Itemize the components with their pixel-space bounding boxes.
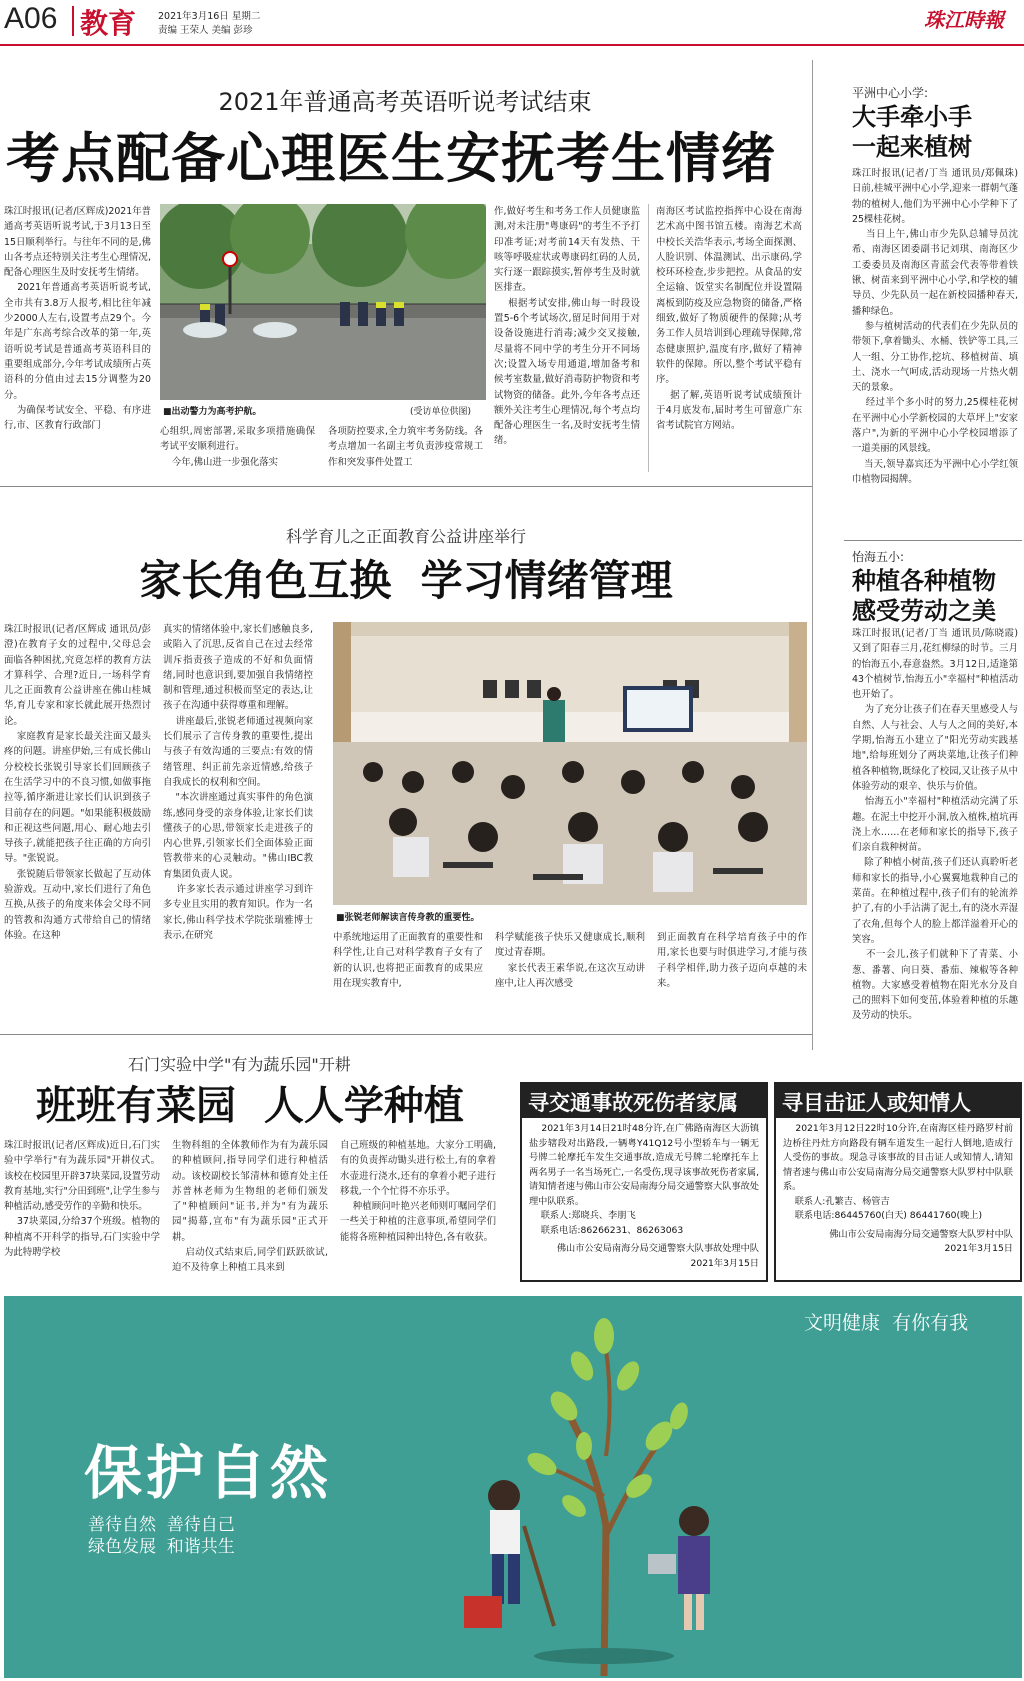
article2-below-photo-2: 科学赋能孩子快乐又健康成长,顺利度过青春期。 家长代表王素华说,在这次互动讲座中,让人再次感受 xyxy=(495,932,645,989)
column-rule xyxy=(648,204,649,472)
notice-traffic-victims xyxy=(520,1082,768,1282)
section-divider xyxy=(72,6,74,36)
article3-kicker: 石门实验中学"有为蔬乐园"开耕 xyxy=(128,1055,351,1074)
article2-below-photo-3: 到正面教育在科学培育孩子中的作用,家长也要与时俱进学习,才能与孩子科学相伴,助力孩子迈向卓越的未来。 xyxy=(657,932,807,989)
article2-photo-caption: ■张锐老师解读言传身教的重要性。 xyxy=(336,913,480,923)
article2-col1: 珠江时报讯(记者/区辉成 通讯员/彭澄)在教育子女的过程中,父母总会面临各种困扰,究竟怎样的教育方法才算科学、合理?近日,一场科学育儿之正面教育公益讲座在佛山桂城华,育儿专家和家长就此展开热烈讨论。 家庭教育是家长最关注面又最头疼的问题。讲座伊始,三有成长佛山分校校长张锐引导家长们回顾孩子在生活学习中的不良习惯,如做事拖拉等,循序渐进让家长们认识到孩子目前存在的问题。"如果能积极鼓励和正视这些问题,用心、耐心地去引导孩子,就能把孩子往正确的方向引导。"张锐说。 张锐随后带领家长做起了互动体验游戏。互动中,家长们进行了角色互换,从孩子的角度来体会父母不同的管教和沟通方式带给自己的情绪体验。在这种 xyxy=(4,624,151,941)
article1-photo xyxy=(160,204,486,400)
sidebar-rule-2 xyxy=(844,540,1022,541)
article1-col1: 珠江时报讯(记者/区辉成)2021年普通高考英语听说考试,于3月13日至15日顺利举行。与往年不同的是,佛山各考点还特别关注考生心理情况,配备心理医生及时安抚考生情绪。 2021年普通高考英语听说考试,全市共有3.8万人报考,相比往年减少2000人左右,设置考点29个。今年是广东高考综合改革的第一年,英语听说考试是普通高考英语科目的重要组成部分,今年考试成绩所占英语科的分值由过去15分调整为20分。 为确保考试安全、平稳、有序进行,市、区教育行政部门 xyxy=(4,206,151,432)
article1-photo-caption: ■出动警力为高考护航。 xyxy=(163,407,262,417)
masthead-rule xyxy=(0,44,1024,46)
article1-col2: 作,做好考生和考务工作人员健康监测,对未注册"粤康码"的考生不予打印准考证;对考前14天有发热、干咳等呼吸症状或粤康码红码的人员,实行逐一跟踪摸实,暂停考生及时就医排查。 根据考试安排,佛山每一时段设置5-6个考试场次,留足时间用于对设备设施进行消毒;减少交叉接触,尽量将不同中学的考生分开不同场次;设置入场专用通道,增加备考和候考室数量,做好消毒防护物资和考试物资的储备。此外,今年各考点还额外关注考生心理情况,每个考点均配备心理医生一名,及时安抚考生情绪。 xyxy=(494,206,640,447)
tree-planting-illustration xyxy=(444,1296,764,1678)
article3-headline: 班班有菜园 人人学种植 xyxy=(36,1082,464,1129)
article1-below-photo-2: 各项防控要求,全力筑牢考务防线。各考点增加一名副主考负责涉疫常规工作和突发事件处置工 xyxy=(328,426,483,468)
article2-below-photo-1: 中系统地运用了正面教育的重要性和科学性,让自己对科学教育子女有了新的认识,也将把正面教育的成果应用在现实教育中, xyxy=(333,932,483,989)
sidebar2-title: 种植各种植物 感受劳动之美 xyxy=(852,566,996,625)
page-number: A06 xyxy=(4,2,58,35)
section-name: 教育 xyxy=(80,7,137,40)
notice-witness xyxy=(774,1082,1022,1282)
editors: 责编 王荣人 美编 彭珍 xyxy=(158,25,253,36)
article1-col3: 南海区考试监控指挥中心设在南海艺术高中图书馆五楼。南海艺术高中校长关浩华表示,考场全面探测、人脸识别、体温测试、出示康码,学校环环检查,步步把控。从食品的安全运输、饭堂实名制配位并设置隔离板到防疫及应急物资的储备,严格细致,做好了物质硬件的保障;从考务工作人员培训到心理疏导保障,常态健康照护,温度有序,做好了精神软件的保障。所以,整个考试平稳有序。 据了解,英语听说考试成绩预计于4月底发布,届时考生可留意广东省考试院官方网站。 xyxy=(656,206,802,432)
article2-headline: 家长角色互换 学习情绪管理 xyxy=(139,556,673,605)
article1-below-photo-1: 心组织,周密部署,采取多项措施确保考试平安顺利进行。 今年,佛山进一步强化落实 xyxy=(160,426,315,468)
article1-headline: 考点配备心理医生安抚考生情绪 xyxy=(6,126,776,190)
article2-col2: 真实的情绪体验中,家长们感触良多,或陷入了沉思,反省自己在过去经常训斥指责孩子造成的不好和负面情绪,同时也意识到,要加强自我情绪控制和管理,通过积极而坚定的表达,让孩子在沟通中获得尊重和理解。 讲座最后,张锐老师通过视频向家长们展示了言传身教的重要性,提出与孩子有效沟通的三要点:有效的情绪管理、纠正前先亲近情感,给孩子自我成长的权利和空间。 "本次讲座通过真实事件的角色演练,感同身受的亲身体验,让家长们读懂孩子的心思,带领家长走进孩子的内心世界,引领家长们全面体验正面管教带来的心灵触动。"佛山IBC教育集团负责人说。 许多家长表示通过讲座学习到许多专业且实用的教育知识。作为一名家长,佛山科学技术学院张瑞雅博士表示,在研究 xyxy=(163,624,313,941)
article3-col3: 自己班级的种植基地。大家分工明确,有的负责挥动锄头进行松土,有的拿着水壶进行浇水,还有的拿着小耙子进行移栽,一个个忙得不亦乐乎。 种植顾问叶艳兴老师则叮嘱同学们一些关于种植的注意事项,希望同学们能将各班种植园种出特色,各有收获。 xyxy=(340,1140,496,1243)
section-rule-2 xyxy=(0,1034,812,1035)
sidebar2-body: 珠江时报讯(记者/丁当 通讯员/陈晓霞)又到了阳春三月,花红柳绿的时节。三月的怡海五小,春意盎然。3月12日,适逢第43个植树节,怡海五小"幸福村"种植活动也开始了。 为了充分让孩子们在春天里感受人与自然、人与社会、人与人之间的美好,本学期,怡海五小建立了"阳光劳动实践基地",给每班划分了两块菜地,让孩子们种植各种植物,既绿化了校园,又让孩子从中体验劳动的艰辛、快乐与价值。 怡海五小"幸福村"种植活动完满了乐趣。在泥土中挖开小洞,放入植株,植坑再浇上水……在老师和家长的指导下,孩子们亲自栽种树苗。 除了种植小树苗,孩子们还认真聆听老师和家长的指导,小心翼翼地栽种自己的菜苗。在种植过程中,孩子们有的轮流养护了,有的小手沾满了泥土,有的浇水弄湿了衣角,但每个人的脸上都洋溢着开心的笑容。 不一会儿,孩子们就种下了青菜、小葱、番薯、向日葵、番茄、辣椒等各种植物。大家感受着植物在阳光水分及自己的照料下如何变茁,体验着种植的乐趣及劳动的快乐。 xyxy=(852,628,1018,1022)
notice-witness-body: 2021年3月12日22时10分许,在南海区桂丹路罗村前边桥往丹灶方向路段有辆车道发生一起行人倒地,造成行人受伤的事故。现急寻该事故的目击证人或知情人,请知情者速与佛山市公安局南海分局交通警察大队罗村中队联系。 联系人:孔繁吉、杨管吉 联系电话:86445760(白天) 86441760(晚上) xyxy=(783,1123,1014,1221)
article2-photo xyxy=(333,622,807,905)
ad-tagline: 文明健康 有你有我 xyxy=(804,1312,969,1334)
sidebar-rule xyxy=(812,60,813,1050)
sidebar2-kicker: 怡海五小: xyxy=(852,550,905,564)
article1-kicker: 2021年普通高考英语听说考试结束 xyxy=(218,88,592,116)
public-service-ad xyxy=(4,1296,1022,1678)
sidebar1-kicker: 平洲中心小学: xyxy=(852,86,929,100)
newspaper-logo: 珠江時報 xyxy=(924,8,1004,32)
notice-traffic-victims-title: 寻交通事故死伤者家属 xyxy=(522,1084,766,1118)
sidebar1-body: 珠江时报讯(记者/丁当 通讯员/郑佩珠)日前,桂城平洲中心小学,迎来一群朝气蓬勃的植树人,他们为平洲中心小学种下了25棵桂花树。 当日上午,佛山市少先队总辅导员沈希、南海区团委副书记刘琪、南海区少工委委员及南海区青蓝会代表等带着铁锹、树苗来到平洲中心小学,和学校的辅导员、少先队员一起在新校园播种春天,播种绿色。 参与植树活动的代表们在少先队员的带领下,拿着锄头、水桶、铁铲等工具,三人一组、分工协作,挖坑、移植树苗、填土、浇水一气呵成,活动现场一片热火朝天的景象。 经过半个多小时的努力,25棵桂花树在平洲中心小学新校园的大草坪上"安家落户",为新的平洲中心小学校园增添了一道美丽的风景线。 当天,领导嘉宾还为平洲中心小学红领巾植物园揭牌。 xyxy=(852,168,1018,485)
section-rule xyxy=(0,486,812,487)
notice-traffic-victims-body: 2021年3月14日21时48分许,在广佛路南海区大沥镇盐步辖段对出路段,一辆粤Y41Q12号小型轿车与一辆无号牌二轮摩托车发生交通事故,造成无号牌二轮摩托车上两名男子一名当场死亡,一名受伤,现寻该事故死伤者家属,请知情者速与佛山市公安局南海分局交通警察大队事故处理中队联系。 联系人:郑晓兵、李朋飞 联系电话:86266231、86263063 xyxy=(529,1123,760,1236)
article3-col1: 珠江时报讯(记者/区辉成)近日,石门实验中学举行"有为蔬乐园"开耕仪式。该校在校园里开辟37块菜园,设置劳动教育基地,实行"分田到班",让学生参与种植活动,感受劳作的辛勤和快乐。 37块菜园,分给37个班级。植物的种植离不开科学的指导,石门实验中学为此特聘学校 xyxy=(4,1140,160,1259)
ad-title: 保护自然 xyxy=(84,1439,333,1507)
ad-line2: 绿色发展 和谐共生 xyxy=(88,1537,235,1557)
ad-line1: 善待自然 善待自己 xyxy=(88,1515,235,1535)
sidebar1-title: 大手牵小手 一起来植树 xyxy=(852,102,972,161)
article1-photo-credit: (受访单位供图) xyxy=(410,407,472,417)
article3-col2: 生物科组的全体教师作为有为蔬乐园的种植顾问,指导同学们进行种植活动。该校副校长邹清林和德育处主任苏普林老师为生物组的老师们颁发了"种植顾问"证书,并为"有为蔬乐园"揭幕,宣布"有为蔬乐园"正式开耕。 启动仪式结束后,同学们跃跃欲试,迫不及待拿上种植工具来到 xyxy=(172,1140,328,1274)
article2-kicker: 科学育儿之正面教育公益讲座举行 xyxy=(285,527,526,546)
notice-witness-sign: 佛山市公安局南海分局交通警察大队罗村中队 2021年3月15日 xyxy=(829,1228,1013,1254)
issue-date: 2021年3月16日 星期二 xyxy=(158,11,261,22)
notice-traffic-victims-sign: 佛山市公安局南海分局交通警察大队事故处理中队 2021年3月15日 xyxy=(556,1243,759,1269)
notice-witness-title: 寻目击证人或知情人 xyxy=(776,1084,1020,1118)
